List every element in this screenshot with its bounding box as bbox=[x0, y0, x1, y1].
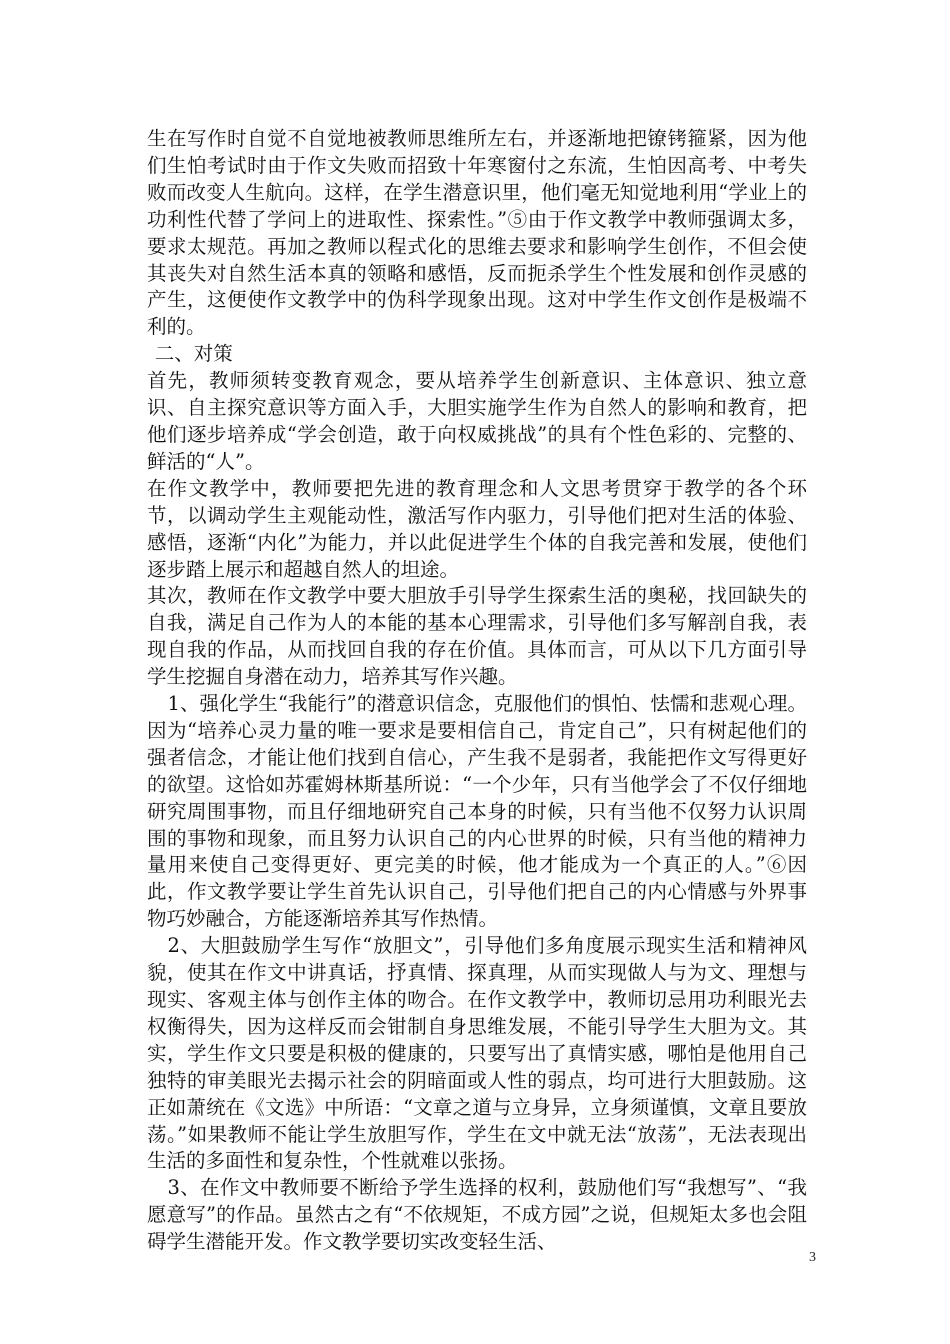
paragraph-teaching: 在作文教学中，教师要把先进的教育理念和人文思考贯穿于教学的各个环节，以调动学生主观能动性，激活写作内驱力，引导他们把对生活的体验、感悟，逐渐“内化”为能力，并以此促进学生个体的自我完善和发展，使他们逐步踏上展示和超越自然人的坦途。 bbox=[147, 476, 807, 581]
page-number: 3 bbox=[809, 1250, 816, 1265]
paragraph-continuation: 生在写作时自觉不自觉地被教师思维所左右，并逐渐地把镣铐箍紧，因为他们生怕考试时由于作文失败而招致十年寒窗付之东流，生怕因高考、中考失败而改变人生航向。这样，在学生潜意识里，他们毫无知觉地利用“学业上的功利性代替了学问上的进取性、探索性。”⑤由于作文教学中教师强调太多，要求太规范。再加之教师以程式化的思维去要求和影响学生创作，不但会使其丧失对自然生活本真的领略和感悟，反而扼杀学生个性发展和创作灵感的产生，这便使作文教学中的伪科学现象出现。这对中学生作文创作是极端不利的。 bbox=[147, 127, 807, 339]
list-item-2: 2、大胆鼓励学生写作“放胆文”，引导他们多角度展示现实生活和精神风貌，使其在作文中讲真话，抒真情、探真理，从而实现做人与为文、理想与现实、客观主体与创作主体的吻合。在作文教学中，教师切忌用功利眼光去权衡得失，因为这样反而会钳制自身思维发展，不能引导学生大胆为文。其实，学生作文只要是积极的健康的，只要写出了真情实感，哪怕是他用自己独特的审美眼光去揭示社会的阴暗面或人性的弱点，均可进行大胆鼓励。这正如萧统在《文选》中所语：“文章之道与立身异，立身须谨慎，文章且要放荡。”如果教师不能让学生放胆写作，学生在文中就无法“放荡”，无法表现出生活的多面性和复杂性，个性就难以张扬。 bbox=[147, 934, 807, 1173]
paragraph-first: 首先，教师须转变教育观念，要从培养学生创新意识、主体意识、独立意识、自主探究意识等方面入手，大胆实施学生作为自然人的影响和教育，把他们逐步培养成“学会创造，敢于向权威挑战”的具有个性色彩的、完整的、鲜活的“人”。 bbox=[147, 369, 807, 473]
section-heading-countermeasures: 二、对策 bbox=[154, 342, 233, 366]
list-item-3: 3、在作文中教师要不断给予学生选择的权利，鼓励他们写“我想写”、“我愿意写”的作品。虽然古之有“不依规矩，不成方园”之说，但规矩太多也会阻碍学生潜能开发。作文教学要切实改变轻生活、 bbox=[147, 1176, 807, 1254]
body-text bbox=[147, 126, 807, 1256]
list-item-1: 1、强化学生“我能行”的潜意识信念，克服他们的惧怕、怯懦和悲观心理。因为“培养心灵力量的唯一要求是要相信自己，肯定自己”，只有树起他们的强者信念，才能让他们找到自信心，产生我不是弱者，我能把作文写得更好的欲望。这恰如苏霍姆林斯基所说：“一个少年，只有当他学会了不仅仔细地研究周围事物，而且仔细地研究自己本身的时候，只有当他不仅努力认识周围的事物和现象，而且努力认识自己的内心世界的时候，只有当他的精神力量用来使自己变得更好、更完美的时候，他才能成为一个真正的人。”⑥因此，作文教学要让学生首先认识自己，引导他们把自己的内心情感与外界事物巧妙融合，方能逐渐培养其写作热情。 bbox=[147, 692, 807, 931]
paragraph-second: 其次，教师在作文教学中要大胆放手引导学生探索生活的奥秘，找回缺失的自我，满足自己作为人的本能的基本心理需求，引导他们多写解剖自我，表现自我的作品，从而找回自我的存在价值。具体而言，可从以下几方面引导学生挖掘自身潜在动力，培养其写作兴趣。 bbox=[147, 584, 807, 689]
